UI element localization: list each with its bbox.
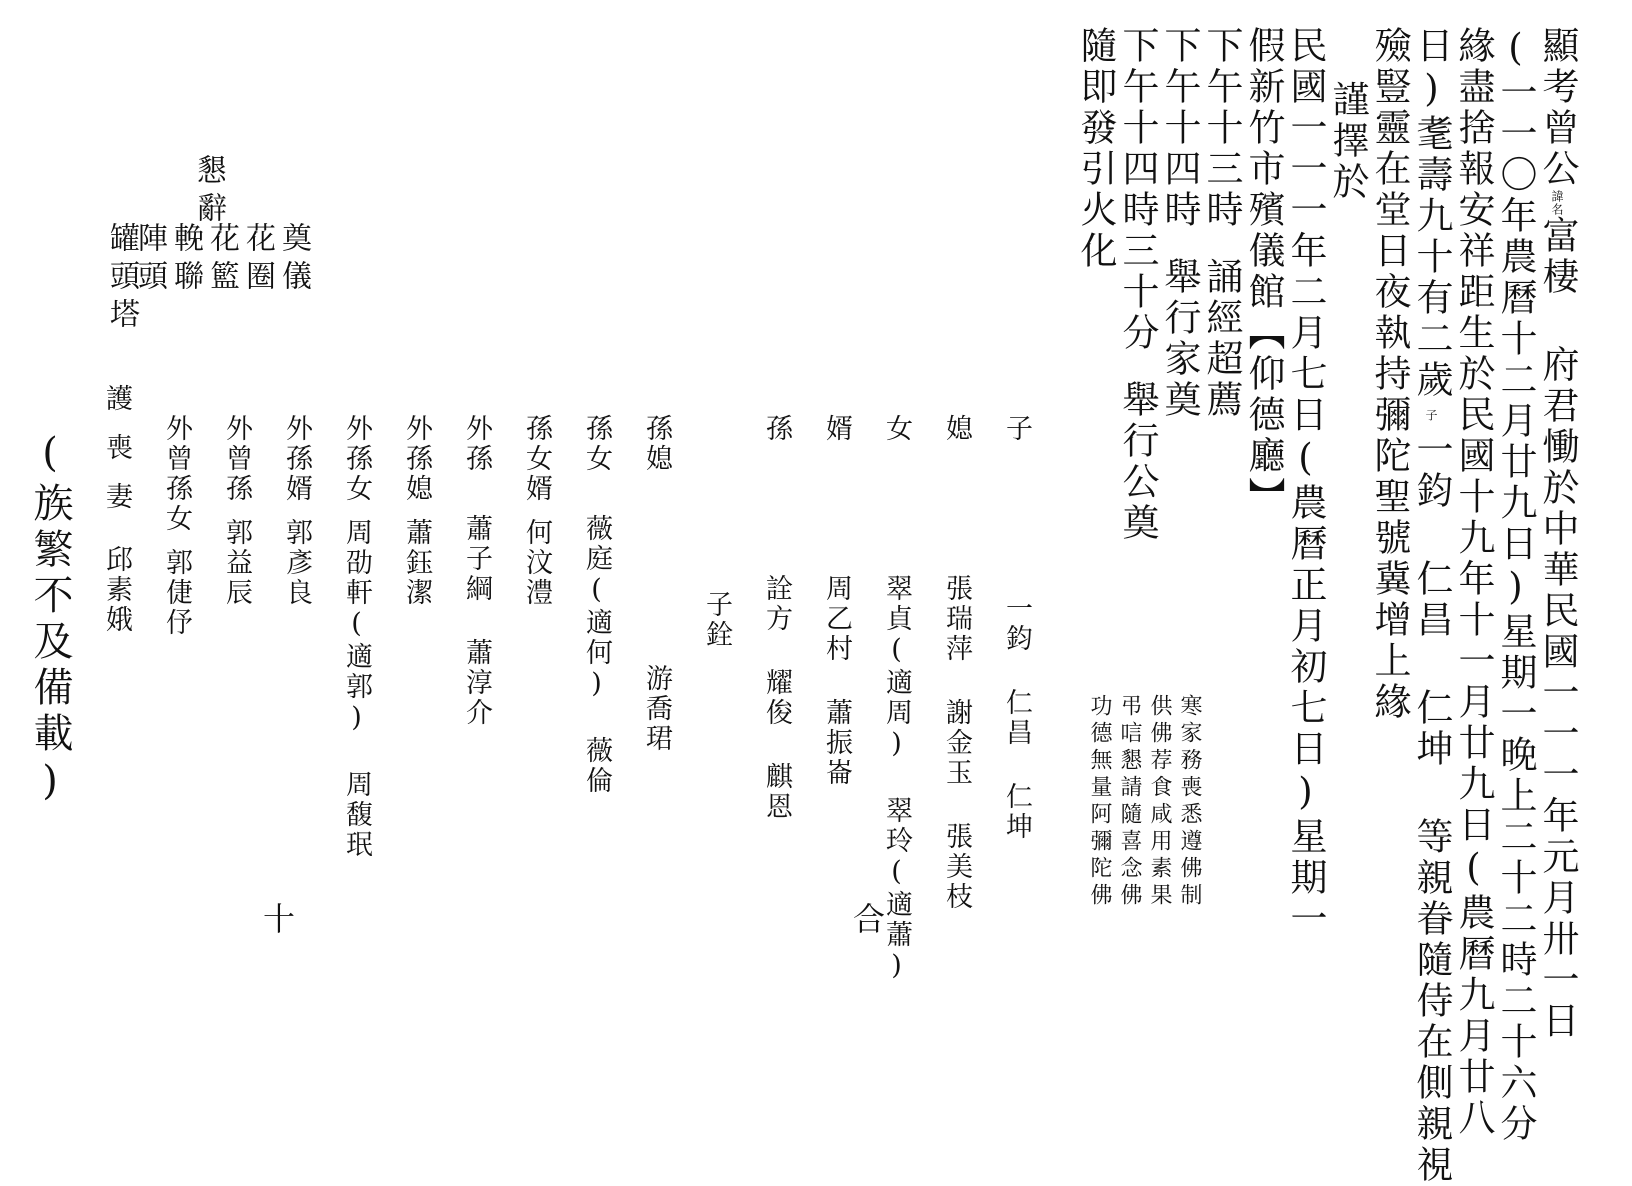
- family-names: 蕭子綱 蕭淳介: [461, 514, 492, 728]
- family-row-outer-great-granddaughter: [163, 414, 190, 638]
- family-label: 外孫女: [341, 414, 372, 504]
- family-names: 一鈞 仁昌 仁坤: [1001, 594, 1032, 842]
- schedule-final: 隨即發引火化: [1074, 26, 1117, 272]
- family-names: 翠貞(適周) 翠玲(適蕭): [881, 574, 912, 984]
- family-label: 媳: [941, 414, 972, 444]
- line1-pre: 顯考曾公: [1536, 26, 1579, 190]
- announcement-line-2: (一一〇年農曆十二月廿九日)星期一晚上二十二時二十六分: [1494, 26, 1537, 1145]
- schedule-time-3: [1116, 26, 1159, 544]
- announcement-line-4: [1410, 26, 1453, 1186]
- decline-item-3: 花籃: [204, 222, 239, 298]
- honorific-note: 諱名: [1550, 190, 1564, 216]
- family-row-chief-mourner: [103, 384, 130, 635]
- footnote: (族繁不及備載): [27, 430, 73, 810]
- family-row-outer-grandson: [463, 414, 490, 728]
- family-names: 薇庭(適何) 薇倫: [581, 514, 612, 796]
- child-marker: 子: [1424, 409, 1438, 422]
- family-label: 孫: [761, 414, 792, 444]
- family-label: 孫媳: [641, 414, 672, 474]
- family-row-grand-daughter-in-law: [643, 414, 670, 754]
- family-row-son: [1003, 414, 1030, 842]
- family-names: 郭彥良: [281, 518, 312, 608]
- schedule-date: 民國一一一年二月七日(農曆正月初七日)星期一: [1284, 26, 1327, 940]
- family-names: 蕭鈺潔: [401, 518, 432, 608]
- family-row-daughter-in-law: [943, 414, 970, 912]
- family-row-son-in-law: [823, 414, 850, 788]
- family-label: 女: [881, 414, 912, 444]
- time-2: 下午十四時: [1158, 26, 1201, 231]
- decline-item-2: 花圈: [240, 222, 275, 298]
- family-names: 游喬珺: [641, 664, 672, 754]
- schedule-time-2: [1158, 26, 1201, 421]
- line4-pre: 日)耄壽九十有二歲: [1410, 26, 1453, 401]
- announcement-line-3: 緣盡捨報安祥距生於民國十九年十一月廿九日(農曆九月廿八: [1452, 26, 1495, 1139]
- family-row-granddaughter: [583, 414, 610, 796]
- family-label: 孫女婿: [521, 414, 552, 504]
- family-label: 護喪妻: [101, 384, 132, 531]
- family-names: 郭益辰: [221, 518, 252, 608]
- mark-shi: 十: [263, 900, 296, 938]
- notice-3: 弔唁懇請隨喜念佛: [1117, 694, 1142, 910]
- time-3: 下午十四時三十分: [1116, 26, 1159, 354]
- family-label: 婿: [821, 414, 852, 444]
- family-names: 郭倢伃: [161, 548, 192, 638]
- decline-item-5: 陣頭: [132, 222, 167, 298]
- family-names: 張瑞萍 謝金玉 張美枝: [941, 574, 972, 912]
- event-3: 舉行公奠: [1116, 380, 1159, 544]
- notice-1: 寒家務喪悉遵佛制: [1177, 694, 1202, 910]
- family-row-outer-granddaughter-husband: [283, 414, 310, 608]
- family-label: 子: [1001, 414, 1032, 444]
- announcement-line-1: [1536, 26, 1579, 1042]
- time-1: 下午十三時: [1200, 26, 1243, 231]
- family-row-grandson-cont: 子銓: [701, 590, 732, 650]
- family-names: 周乙村 蕭振崙: [821, 574, 852, 788]
- announcement-line-5: 殮豎靈在堂日夜執持彌陀聖號冀增上緣: [1368, 26, 1411, 723]
- family-row-outer-great-grandson: [223, 414, 250, 608]
- family-row-grandson: [763, 414, 790, 822]
- mark-he: 合: [853, 900, 886, 938]
- family-label: 外孫婿: [281, 414, 312, 504]
- event-2: 舉行家奠: [1158, 257, 1201, 421]
- family-label: 外孫媳: [401, 414, 432, 504]
- event-1: 誦經超薦: [1200, 257, 1243, 421]
- family-names: 周劭軒(適郭) 周馥珉: [341, 518, 372, 860]
- family-names: 詮方 耀俊 麒恩: [761, 574, 792, 822]
- line4-post: 一鈞 仁昌 仁坤 等親眷隨侍在側親視: [1410, 430, 1453, 1186]
- family-label: 孫女: [581, 414, 612, 474]
- decline-item-1: 奠儀: [276, 222, 311, 298]
- family-row-outer-granddaughter: [343, 414, 370, 860]
- family-row-outer-grand-daughter-in-law: [403, 414, 430, 608]
- schedule-time-1: [1200, 26, 1243, 421]
- notice-4: 功德無量阿彌陀佛: [1087, 694, 1112, 910]
- family-label: 外曾孫女: [161, 414, 192, 534]
- family-row-daughter: [883, 414, 910, 984]
- family-label: 外曾孫: [221, 414, 252, 504]
- decline-item-4: 輓聯: [168, 222, 203, 298]
- line1-post: 富棲 府君慟於中華民國一一一年元月卅一日: [1536, 216, 1579, 1042]
- decline-title: 懇辭: [191, 154, 226, 230]
- family-names: 邱素娥: [101, 545, 132, 635]
- notice-2: 供佛荐食咸用素果: [1147, 694, 1172, 910]
- schedule-selected: 謹擇於: [1326, 80, 1369, 203]
- schedule-venue: 假新竹市殯儀館【仰德廳】: [1242, 26, 1285, 518]
- decline-item-6: 罐頭塔: [104, 222, 139, 336]
- family-names: 何汶澧: [521, 518, 552, 608]
- family-label: 外孫: [461, 414, 492, 474]
- family-row-granddaughter-husband: [523, 414, 550, 608]
